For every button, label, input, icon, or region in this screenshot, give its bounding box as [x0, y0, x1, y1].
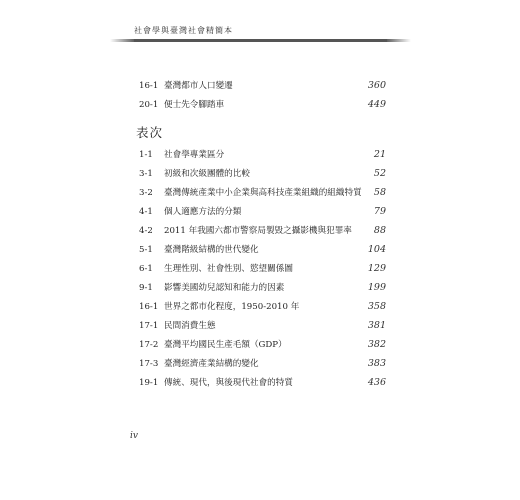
toc-title: 臺灣階級結構的世代變化	[164, 245, 259, 255]
toc-number: 5-1	[139, 245, 153, 255]
toc-number: 1-1	[139, 150, 153, 160]
toc-row	[134, 281, 386, 295]
toc-row	[134, 319, 386, 333]
toc-number: 19-1	[139, 378, 159, 388]
toc-page: 79	[373, 206, 386, 217]
running-header	[0, 0, 520, 60]
toc-title: 臺灣都市人口變遷	[164, 81, 233, 91]
toc-number: 17-3	[139, 359, 159, 369]
toc-title: 世界之都市化程度，1950-2010 年	[164, 302, 300, 312]
toc-title: 2011 年我國六都市警察局製毀之攝影機與犯罪率	[164, 226, 352, 236]
toc-page: 360	[367, 80, 386, 91]
toc-row	[134, 186, 386, 200]
toc-number: 9-1	[139, 283, 153, 293]
toc-page: 21	[373, 149, 386, 160]
toc-number: 17-1	[139, 321, 159, 331]
toc-page: 58	[373, 187, 386, 198]
toc-row	[134, 224, 386, 238]
toc-number: 4-2	[139, 226, 153, 236]
toc-row	[134, 300, 386, 314]
toc-title: 生理性別、社會性別、慾望關係圖	[164, 264, 293, 274]
toc-title: 社會學專業區分	[164, 150, 225, 160]
toc-number: 16-1	[139, 81, 159, 91]
toc-title: 民間消費生態	[164, 321, 216, 331]
toc-row	[134, 167, 386, 181]
toc-page: 104	[367, 244, 386, 255]
page-number: iv	[130, 431, 138, 441]
toc-row	[134, 376, 386, 390]
toc-number: 16-1	[139, 302, 159, 312]
toc-page: 449	[367, 99, 386, 110]
toc-row	[134, 98, 386, 112]
toc-title: 傳統、現代，與後現代社會的特質	[164, 378, 293, 388]
toc-row	[134, 357, 386, 371]
toc-page: 383	[367, 358, 386, 369]
toc-row	[134, 243, 386, 257]
toc-row	[134, 205, 386, 219]
toc-title: 影響美國幼兒認知和能力的因素	[164, 283, 285, 293]
toc-row	[134, 148, 386, 162]
toc-page: 381	[367, 320, 386, 331]
toc-number: 4-1	[139, 207, 153, 217]
toc-title: 臺灣經濟產業結構的變化	[164, 359, 259, 369]
toc-title: 臺灣平均國民生產毛額（GDP）	[164, 340, 287, 350]
toc-title: 便士先令腳踏車	[164, 100, 225, 110]
running-header-title: 社會學與臺灣社會精簡本	[134, 26, 233, 35]
toc-page: 88	[373, 225, 386, 236]
toc-title: 臺灣傳統產業中小企業與高科技產業組織的組織特質	[164, 188, 362, 198]
toc-page: 129	[367, 263, 386, 274]
toc-number: 3-1	[139, 169, 153, 179]
toc-title: 個人適應方法的分類	[164, 207, 242, 217]
toc-page: 52	[373, 168, 386, 179]
toc-number: 6-1	[139, 264, 153, 274]
toc-row	[134, 338, 386, 352]
toc-number: 17-2	[139, 340, 159, 350]
toc-number: 3-2	[139, 188, 153, 198]
toc-row	[134, 262, 386, 276]
toc-row	[134, 79, 386, 93]
toc-page: 382	[367, 339, 386, 350]
toc-page: 199	[367, 282, 386, 293]
toc-title: 初級和次級團體的比較	[164, 169, 250, 179]
toc-number: 20-1	[139, 100, 159, 110]
toc-page: 436	[367, 377, 386, 388]
section-heading: 表次	[136, 125, 164, 140]
header-rule	[134, 39, 387, 42]
toc-page: 358	[367, 301, 386, 312]
